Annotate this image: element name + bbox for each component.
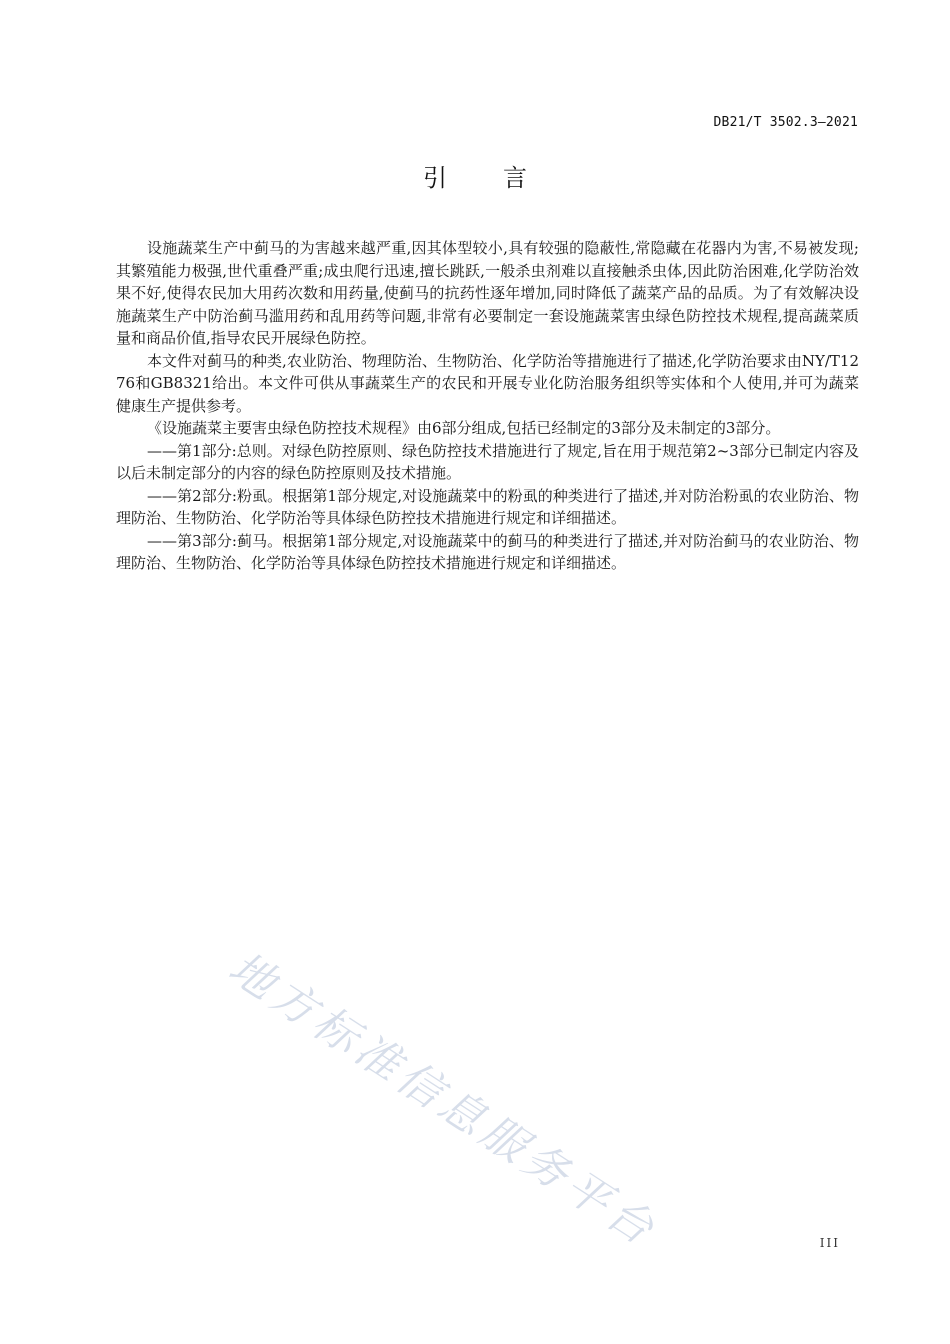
paragraph-part-3: ——第3部分:蓟马。根据第1部分规定,对设施蔬菜中的蓟马的种类进行了描述,并对防治蓟马的农业防治、物理防治、生物防治、化学防治等具体绿色防控技术措施进行规定和详细描述。 xyxy=(116,531,859,572)
paragraph-scope: 本文件对蓟马的种类,农业防治、物理防治、生物防治、化学防治等措施进行了描述,化学防治要求由NY/T1276和GB8321给出。本文件可供从事蔬菜生产的农民和开展专业化防治服务组织等实体和个人使用,并可为蔬菜健康生产提供参考。 xyxy=(116,351,859,415)
page-number: III xyxy=(819,1236,840,1250)
paragraph-part-2: ——第2部分:粉虱。根据第1部分规定,对设施蔬菜中的粉虱的种类进行了描述,并对防治粉虱的农业防治、物理防治、生物防治、化学防治等具体绿色防控技术措施进行规定和详细描述。 xyxy=(116,486,859,527)
paragraph-structure: 《设施蔬菜主要害虫绿色防控技术规程》由6部分组成,包括已经制定的3部分及未制定的3部分。 xyxy=(147,419,781,437)
watermark: 地方标准信息服务平台 xyxy=(219,942,667,1258)
document-body xyxy=(116,237,859,575)
paragraph-part-1: ——第1部分:总则。对绿色防控原则、绿色防控技术措施进行了规定,旨在用于规范第2~3部分已制定内容及以后未制定部分的内容的绿色防控原则及技术措施。 xyxy=(116,441,859,482)
page-title: 引言 xyxy=(423,164,583,192)
paragraph-intro: 设施蔬菜生产中蓟马的为害越来越严重,因其体型较小,具有较强的隐蔽性,常隐藏在花器内为害,不易被发现;其繁殖能力极强,世代重叠严重;成虫爬行迅速,擅长跳跃,一般杀虫剂难以直接触杀虫体,因此防治困难,化学防治效果不好,使得农民加大用药次数和用药量,使蓟马的抗药性逐年增加,同时降低了蔬菜产品的品质。为了有效解决设施蔬菜生产中防治蓟马滥用药和乱用药等问题,非常有必要制定一套设施蔬菜害虫绿色防控技术规程,提高蔬菜质量和商品价值,指导农民开展绿色防控。 xyxy=(116,239,859,347)
document-code: DB21/T 3502.3—2021 xyxy=(713,115,858,130)
